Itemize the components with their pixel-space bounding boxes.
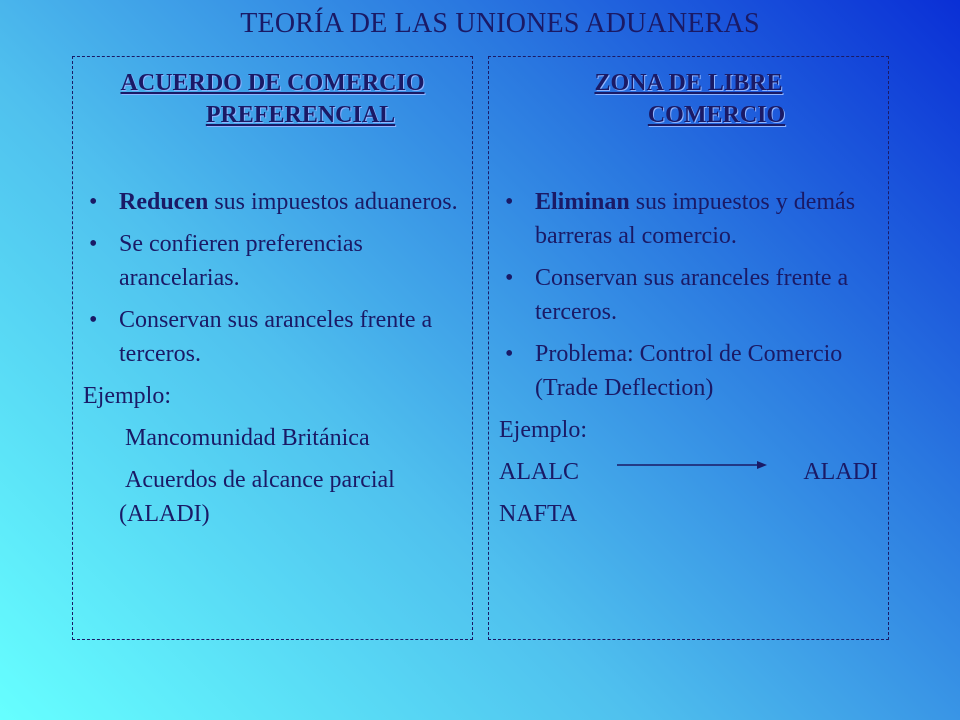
preferential-bullet-list xyxy=(83,185,466,539)
example-label: Ejemplo: xyxy=(499,417,587,443)
free-trade-bullet-list xyxy=(499,185,882,539)
example-label: Ejemplo: xyxy=(83,383,171,409)
bullet-item xyxy=(83,227,466,295)
bullet-text: Conservan sus aranceles frente a terceros. xyxy=(535,265,849,325)
free-trade-zone-heading xyxy=(489,67,888,131)
heading-line-2: PREFERENCIAL xyxy=(205,102,396,128)
example-item: NAFTA xyxy=(499,501,578,527)
heading-line-1: ACUERDO DE COMERCIO xyxy=(120,70,425,96)
arrow-target-label: ALADI xyxy=(803,459,878,485)
bullet-marker: • xyxy=(505,189,514,215)
bullet-text: Se confieren preferencias arancelarias. xyxy=(119,231,363,291)
bullet-text: sus impuestos aduaneros. xyxy=(208,189,458,215)
preferential-agreement-panel xyxy=(72,56,473,640)
alalc-to-aladi-line xyxy=(499,455,882,489)
preferential-agreement-heading xyxy=(73,67,472,131)
arrow-source-label: ALALC xyxy=(499,459,579,485)
bullet-marker: • xyxy=(89,189,98,215)
right-arrow-icon xyxy=(617,455,767,489)
bullet-marker: • xyxy=(89,231,98,257)
bullet-marker: • xyxy=(505,341,514,367)
bullet-item xyxy=(83,185,466,219)
bullet-item xyxy=(499,261,882,329)
bullet-marker: • xyxy=(505,265,514,291)
heading-line-1: ZONA DE LIBRE xyxy=(594,70,783,96)
bullet-item xyxy=(499,337,882,405)
heading-line-2: COMERCIO xyxy=(647,102,786,128)
bullet-bold-text: Reducen xyxy=(119,189,209,215)
bullet-item xyxy=(83,303,466,371)
example-item: Mancomunidad Británica xyxy=(119,425,370,451)
bullet-bold-text: Eliminan xyxy=(535,189,630,215)
example-item: Acuerdos de alcance parcial (ALADI) xyxy=(119,467,401,527)
bullet-text: Conservan sus aranceles frente a terceros. xyxy=(119,307,433,367)
bullet-text: Problema: Control de Comercio (Trade Deflection) xyxy=(535,341,843,401)
bullet-text: sus impuestos y demás barreras al comercio. xyxy=(535,189,856,249)
slide-title: TEORÍA DE LAS UNIONES ADUANERAS xyxy=(240,8,760,39)
bullet-marker: • xyxy=(89,307,98,333)
bullet-item xyxy=(499,185,882,253)
free-trade-zone-panel xyxy=(488,56,889,640)
